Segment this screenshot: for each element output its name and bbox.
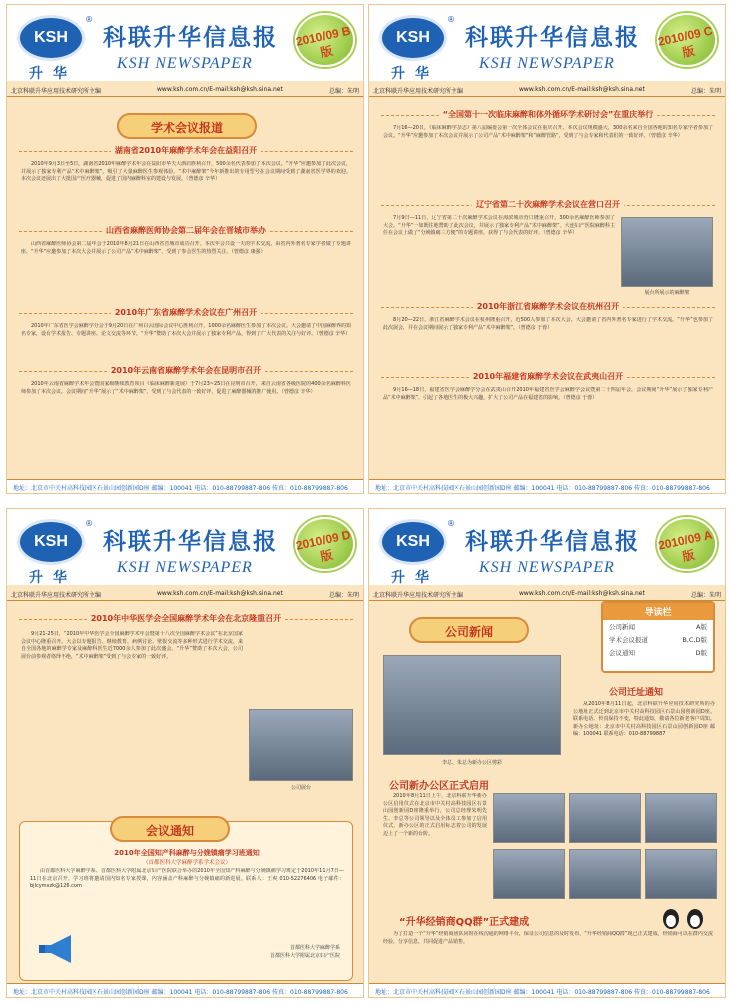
edition-badge: 2010/09 A版 xyxy=(657,517,717,571)
guide-title: 导读栏 xyxy=(603,603,713,620)
section-banner: 公司新闻 xyxy=(409,617,529,643)
logo-subtitle: 升华 xyxy=(391,66,439,82)
page-c xyxy=(368,4,726,494)
article-body: 2010年9月3日至5日，湖南省2010年麻醉学术年会在益阳市华天大酒店胜利召开，500余名代表参加了本次会议。“升华”应邀参加了此次会议，并展示了独家专利产品“术中麻醉架”，吸引了大量麻醉医生参观体验。“术中麻醉架”今年新推出的专用型号在会议期间受到了湖南省医学界的欢迎。本次会议还展出了大批国产医疗器械，促进了国内麻醉科室的建设与发展。（曾德彦 辛华） xyxy=(21,161,351,182)
article-body: 2010年广东省医学会麻醉学分会于9月20日在广州白云国际会议中心胜利召开，1000余名麻醉医生参加了本次会议。大会邀请了中国麻醉界的知名专家，设有学术报告、专题讲座、论文交流等环节。“升华”赞助了本次大会并展示了独家专利产品，得到了广大代表的关注与好评。（曾德彦 辛华） xyxy=(21,323,351,337)
article-body: 2010年8月11日上午，北京科联升华新办公区启用仪式在北京市中关村高科技园区石景山园创新园D座隆重举行，公司总经理朱明先生、李总等公司领导以及全体员工参加了启用仪式。新办公区的正式启用标志着公司的发展迈上了一个新的台阶。 xyxy=(383,793,487,837)
guide-box xyxy=(601,601,715,673)
guide-item[interactable]: 学术会议报道 B,C,D版 xyxy=(609,636,707,644)
article-body: 为了打造一个“升华”经销商团队同时在线沟通的网络平台，保证公司信息的及时发布，“升华经销商QQ群”现已正式建成，经销商可以在群内交流经验，分享信息，共同促进产品销售。 xyxy=(383,931,713,945)
photo-caption: 李总、朱总为新办公区剪彩 xyxy=(441,760,502,766)
newspaper-title: 科联升华信息报 xyxy=(103,24,278,51)
booth-photo xyxy=(249,709,353,781)
info-line: 北京科联升华应用技术研究所主编 www.ksh.com.cn/E-mail:ksh@ksh.sina.net 总编：朱明 xyxy=(7,587,363,601)
article-body: 2010年云南省麻醉学术年会暨国家级继续教育项目《临床麻醉新进展》于7月23~25日在昆明市召开，来自云南省各级医院的400余名麻醉科医师参加了本次会议。会议期间“升华”展示了“术中麻醉架”，受到了与会代表的一致好评，促进了麻醉器械的推广使用。（曾德彦 辛华） xyxy=(21,381,351,395)
guide-item[interactable]: 会议通知 D版 xyxy=(609,649,707,657)
office-photo xyxy=(493,849,565,899)
article-heading: 2010年中华医学会全国麻醉学术年会在北京隆重召开 xyxy=(19,613,353,626)
photo-caption: 展台所展示的麻醉架 xyxy=(644,290,690,296)
guide-item[interactable]: 公司新闻 A版 xyxy=(609,623,707,631)
article-heading: 公司新办公区正式启用 xyxy=(389,781,489,792)
footer: 地址：北京市中关村高科技园区石景山园创新园D座 邮编：100041 电话：010-88799887-806 传真：010-88799887-806 xyxy=(7,479,363,493)
ksh-logo: KSH xyxy=(379,15,447,61)
newspaper-title: 科联升华信息报 xyxy=(103,528,278,555)
info-line: 北京科联升华应用技术研究所主编 www.ksh.com.cn/E-mail:ksh@ksh.sina.net 总编：朱明 xyxy=(369,587,725,601)
photo-caption: 公司展台 xyxy=(290,785,311,791)
header xyxy=(7,5,363,81)
header xyxy=(7,509,363,585)
megaphone-icon xyxy=(37,933,79,965)
newspaper-english-title: KSH NEWSPAPER xyxy=(117,559,253,576)
notice-subtitle: （首都医科大学麻醉学系学术会议） xyxy=(142,860,231,866)
article-body: 7月9日—11日，辽宁省第二十次麻醉学术会议在海滨城市营口隆重召开，300余名麻醉医师参加了大会。“升华”一如既往地赞助了此次会议，并展示了独家专利产品“术中麻醉架”。大连妇产医院麻醉科主任在会议上做了“分娩镇痛三方便”的专题讲座，获得了与会代表的好评。（曾德彦 辛华） xyxy=(383,215,615,236)
registered-mark: ® xyxy=(85,519,93,528)
notice-signature: 首都医科大学附属北京妇产医院 xyxy=(269,953,340,959)
article-body: 9月16—18日，福建省医学会麻醉学分会在武夷山召开2010年福建省医学会麻醉学会议暨第二十四届年会，会议期间“升华”展示了独家专利产品“术中麻醉架”，引起了各地医生的极大兴趣，扩大了公司产品在福建省的影响。（曾德彦 于蓉） xyxy=(383,387,713,401)
office-photo xyxy=(645,849,717,899)
move-notice-title: 公司迁址通知 xyxy=(609,688,664,698)
header xyxy=(369,5,725,81)
logo-subtitle: 升华 xyxy=(391,570,439,586)
article-body: 7月16—20日，《临床麻醉学杂志》第八届编委会第一次全体会议在重庆召开。本次会议规模盛大，300余名来自全国各地的知名专家学者参加了会议。“升华”应邀参加了本次会议并展示了公司产品“术中麻醉架”和“麻醉管路”，受到了与会专家和代表们的一致好评。（曾德彦 辛华） xyxy=(383,125,713,139)
article-heading: “升华经销商QQ群”正式建成 xyxy=(399,917,530,928)
ksh-logo: KSH xyxy=(17,15,85,61)
header xyxy=(369,509,725,585)
booth-photo xyxy=(621,217,713,287)
notice-banner: 会议通知 xyxy=(110,816,230,842)
footer: 地址：北京市中关村高科技园区石景山园创新园D座 邮编：100041 电话：010-88799887-806 传真：010-88799887-806 xyxy=(369,479,725,493)
page-b xyxy=(6,4,364,494)
section-banner: 学术会议报道 xyxy=(117,113,257,139)
newspaper-english-title: KSH NEWSPAPER xyxy=(479,55,615,72)
move-notice-body: 从2010年8月11日起，北京科联升华应用技术研究所的办公地址正式迁到北京市中关村高科技园区石景山园创新园D座。联系电话、传真保持不变，特此通知，敬请各位新老客户周知。新办公地址：北京市中关村高科技园区石景山园创新园D座 邮编：100041 联系电话：010-88799887 xyxy=(573,701,715,737)
article-heading: 2010年广东省麻醉学术会议在广州召开 xyxy=(19,307,353,320)
office-photo xyxy=(493,793,565,843)
page-a xyxy=(368,508,726,998)
notice-title: 2010年全国知产科麻醉与分娩镇痛学习班通知 xyxy=(114,849,260,857)
info-line: 北京科联升华应用技术研究所主编 www.ksh.com.cn/E-mail:ksh@ksh.sina.net 总编：朱明 xyxy=(369,83,725,97)
office-photo xyxy=(569,849,641,899)
office-photo xyxy=(645,793,717,843)
notice-signature: 首都医科大学麻醉学系 xyxy=(289,945,340,951)
registered-mark: ® xyxy=(447,15,455,24)
article-heading: 2010年云南省麻醉学术年会在昆明市召开 xyxy=(19,365,353,378)
notice-body: 由首都医科大学麻醉学系、首都医科大学附属北京妇产医院联合举办的2010年全国知产科麻醉与分娩镇痛学习班定于2010年11月7日—11日在北京召开。学习班将邀请国内知名专家授课，内容涵盖产科麻醉与分娩镇痛的新进展。联系人：王爽 010-52276406 电子邮件：bjlcymxzk@126.com xyxy=(30,868,344,889)
footer: 地址：北京市中关村高科技园区石景山园创新园D座 邮编：100041 电话：010-88799887-806 传真：010-88799887-806 xyxy=(7,983,363,997)
edition-badge: 2010/09 C版 xyxy=(657,13,717,67)
article-body: 9月21-25日，“2010年中华医学会全国麻醉学术年会暨第十八次全国麻醉学术会议”在北京国家会议中心隆重召开。大会以专题报告、继续教育、病例讨论、壁报交流等多种形式进行学术交流，来自全国各地的麻醉学专家及麻醉科医生近7000余人参加了此次盛会。“升华”赞助了本次大会，公司展台前参观者络绎不绝，“术中麻醉架”受到了与会专家的一致好评。 xyxy=(21,631,243,660)
newspaper-title: 科联升华信息报 xyxy=(465,528,640,555)
article-heading: 山西省麻醉医师协会第二届年会在晋城市举办 xyxy=(19,225,353,238)
article-heading: 湖南省2010年麻醉学术年会在益阳召开 xyxy=(19,145,353,158)
edition-badge: 2010/09 B版 xyxy=(295,13,355,67)
edition-badge: 2010/09 D版 xyxy=(295,517,355,571)
ksh-logo: KSH xyxy=(379,519,447,565)
article-body: 8月20—22日，浙江省麻醉学术会议在杭州隆重召开，近500人参加了本次大会。大会邀请了省内外著名专家进行了学术交流。“升华”也参加了此次展会，并在会议期间展示了独家专利产品“术中麻醉架”。（曾德彦 于蓉） xyxy=(383,317,713,331)
registered-mark: ® xyxy=(447,519,455,528)
article-heading: 2010年福建省麻醉学术会议在武夷山召开 xyxy=(381,371,715,384)
ribbon-cutting-photo xyxy=(383,655,561,755)
newspaper-english-title: KSH NEWSPAPER xyxy=(479,559,615,576)
article-heading: 辽宁省第二十次麻醉学术会议在营口召开 xyxy=(381,199,715,212)
ksh-logo: KSH xyxy=(17,519,85,565)
registered-mark: ® xyxy=(85,15,93,24)
article-heading: 2010年浙江省麻醉学术会议在杭州召开 xyxy=(381,301,715,314)
page-d xyxy=(6,508,364,998)
logo-subtitle: 升华 xyxy=(29,570,77,586)
newspaper-english-title: KSH NEWSPAPER xyxy=(117,55,253,72)
newspaper-title: 科联升华信息报 xyxy=(465,24,640,51)
article-heading: “全国第十一次临床麻醉和体外循环学术研讨会”在重庆举行 xyxy=(381,109,715,122)
info-line: 北京科联升华应用技术研究所主编 www.ksh.com.cn/E-mail:ksh@ksh.sina.net 总编：朱明 xyxy=(7,83,363,97)
qq-penguin-icon xyxy=(659,907,709,929)
footer: 地址：北京市中关村高科技园区石景山园创新园D座 邮编：100041 电话：010-88799887-806 传真：010-88799887-806 xyxy=(369,983,725,997)
office-photo xyxy=(569,793,641,843)
article-body: 山西省麻醉医师协会第二届年会于2010年8月21日在山西省晋城市成功召开。本次年会共设一天的学术交流，由省内外著名专家学者做了专题讲座。“升华”应邀参加了本次大会并展示了公司产品“术中麻醉架”，受到了参会医生的热烈关注。（曾德彦 康强） xyxy=(21,241,351,255)
logo-subtitle: 升华 xyxy=(29,66,77,82)
